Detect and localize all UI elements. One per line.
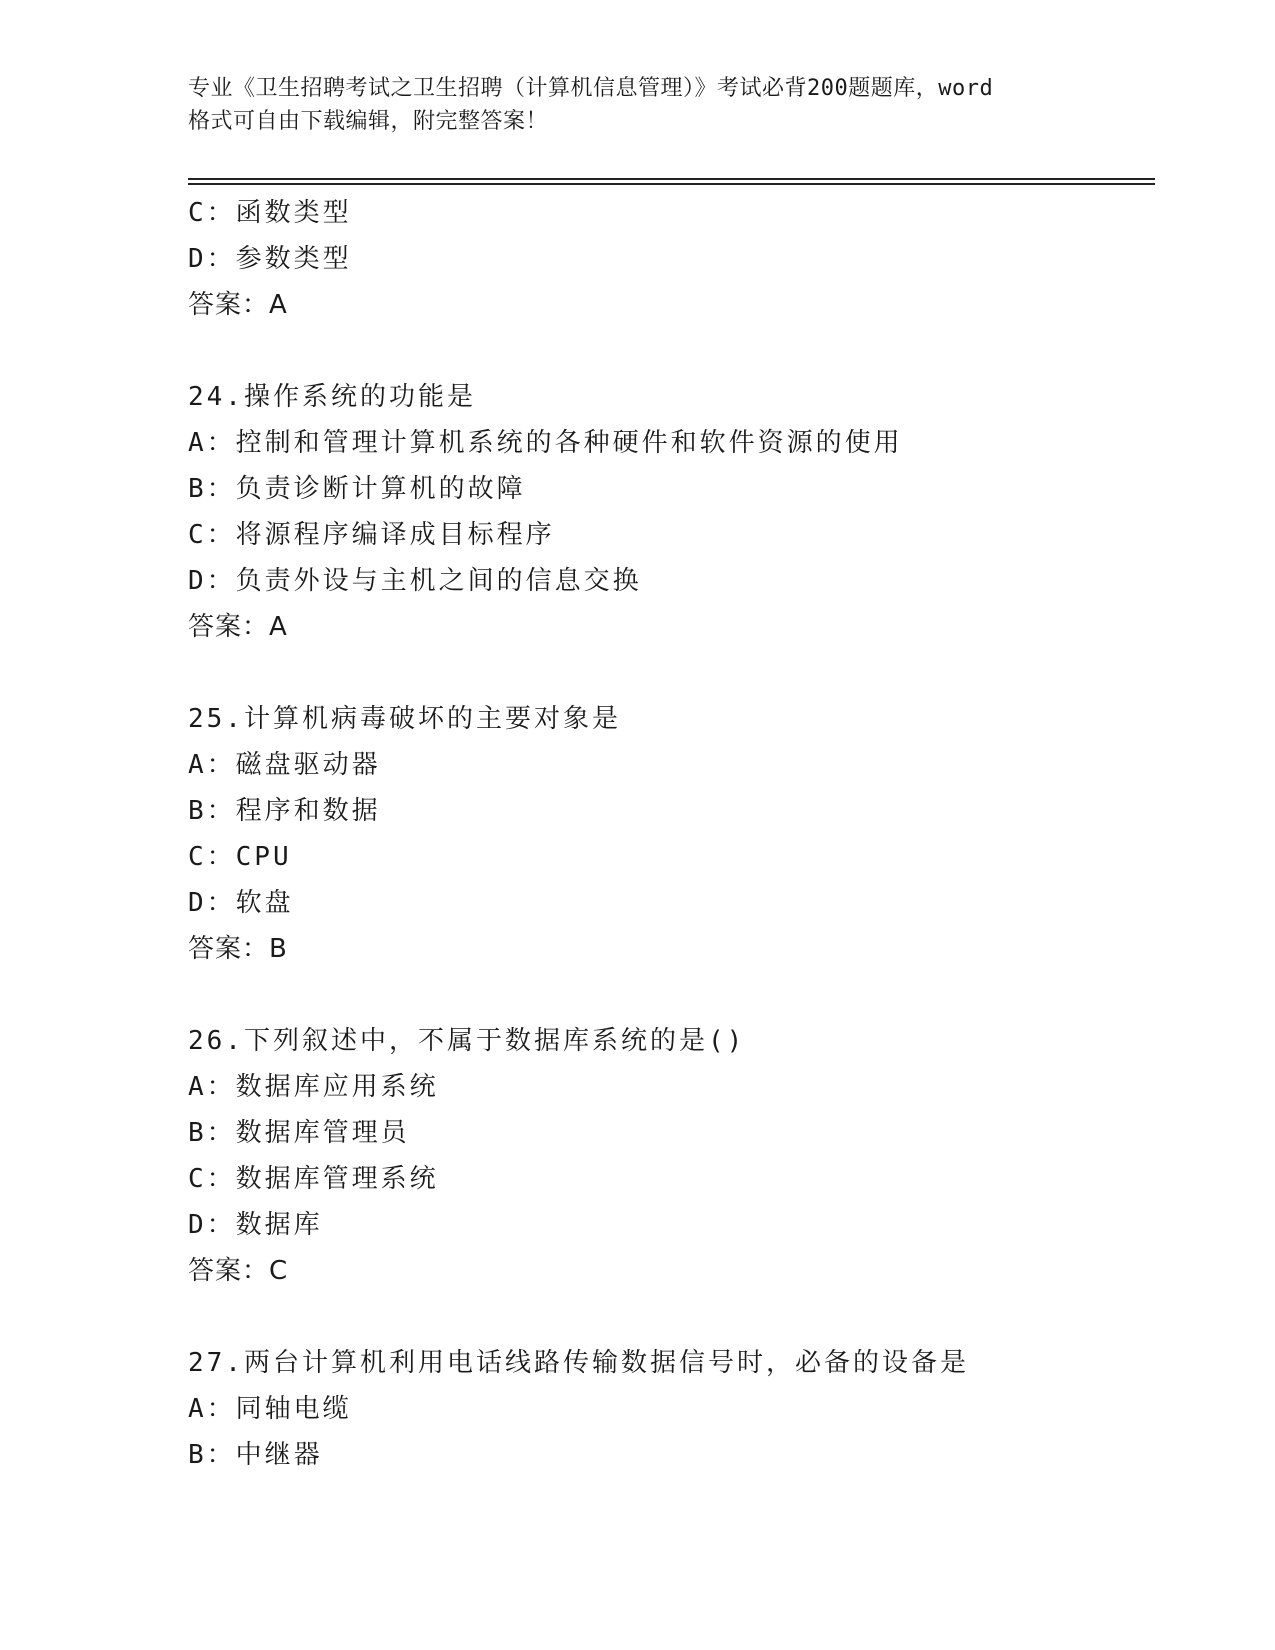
spacer bbox=[188, 650, 1148, 696]
option-c: C：数据库管理系统 bbox=[188, 1164, 439, 1194]
option-a: A：数据库应用系统 bbox=[188, 1072, 439, 1102]
answer-line: 答案：C bbox=[188, 1256, 289, 1286]
option-a: A：控制和管理计算机系统的各种硬件和软件资源的使用 bbox=[188, 428, 903, 458]
option-c: C：函数类型 bbox=[188, 198, 352, 228]
answer-line: 答案：A bbox=[188, 290, 288, 320]
option-a: A：磁盘驱动器 bbox=[188, 750, 381, 780]
question-list bbox=[188, 190, 1148, 1478]
option-c: C：CPU bbox=[188, 842, 292, 872]
option-b: B：中继器 bbox=[188, 1440, 323, 1470]
option-d: D：软盘 bbox=[188, 888, 294, 918]
document-header bbox=[188, 72, 1088, 138]
question-stem: 27.两台计算机利用电话线路传输数据信号时，必备的设备是 bbox=[188, 1348, 969, 1378]
question-stem: 24.操作系统的功能是 bbox=[188, 382, 476, 412]
option-c: C：将源程序编译成目标程序 bbox=[188, 520, 555, 550]
option-a: A：同轴电缆 bbox=[188, 1394, 352, 1424]
option-d: D：参数类型 bbox=[188, 244, 352, 274]
spacer bbox=[188, 972, 1148, 1018]
header-line-2: 格式可自由下载编辑，附完整答案！ bbox=[188, 109, 549, 134]
header-divider-bottom bbox=[188, 183, 1155, 185]
option-d: D：数据库 bbox=[188, 1210, 323, 1240]
question-stem: 25.计算机病毒破坏的主要对象是 bbox=[188, 704, 621, 734]
spacer bbox=[188, 328, 1148, 374]
option-b: B：程序和数据 bbox=[188, 796, 381, 826]
header-divider-top bbox=[188, 178, 1155, 180]
answer-line: 答案：A bbox=[188, 612, 288, 642]
option-b: B：负责诊断计算机的故障 bbox=[188, 474, 526, 504]
header-line-1: 专业《卫生招聘考试之卫生招聘（计算机信息管理）》考试必背200题题库，word bbox=[188, 76, 994, 101]
question-stem: 26.下列叙述中，不属于数据库系统的是() bbox=[188, 1026, 746, 1056]
spacer bbox=[188, 1294, 1148, 1340]
answer-line: 答案：B bbox=[188, 934, 288, 964]
option-b: B：数据库管理员 bbox=[188, 1118, 410, 1148]
option-d: D：负责外设与主机之间的信息交换 bbox=[188, 566, 642, 596]
